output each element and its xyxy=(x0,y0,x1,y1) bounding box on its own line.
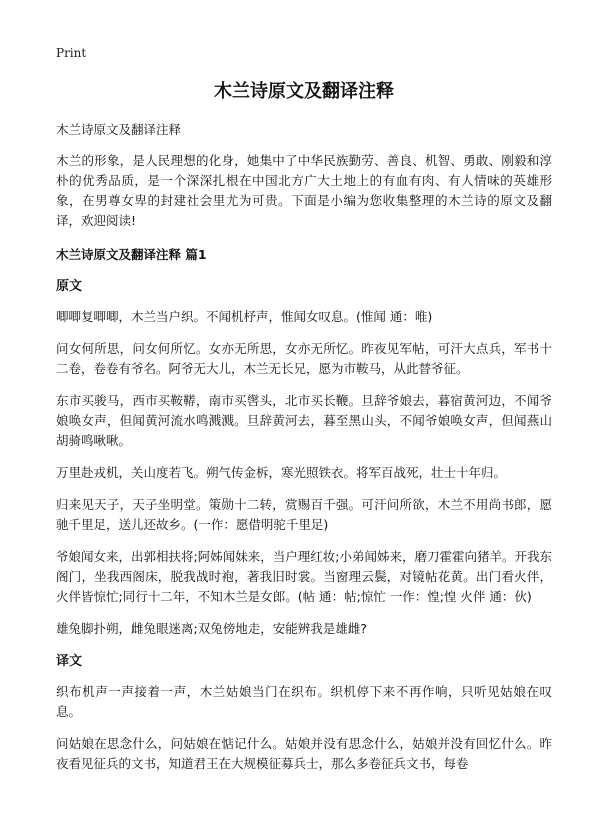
original-paragraph: 万里赴戎机，关山度若飞。朔气传金柝，寒光照铁衣。将军百战死，壮士十年归。 xyxy=(56,465,507,480)
original-paragraph: 雄兔脚扑朔，雌兔眼迷离;双兔傍地走，安能辨我是雄雌? xyxy=(56,621,367,636)
original-paragraph: 归来见天子，天子坐明堂。策勋十二转，赏赐百千强。可汗问所欲，木兰不用尚书郎，愿驰千里足，送儿还故乡。(一作：愿借明驼千里足) xyxy=(56,497,552,532)
section-heading: 木兰诗原文及翻译注释 篇1 xyxy=(56,247,207,262)
original-paragraph: 问女何所思，问女何所忆。女亦无所思，女亦无所忆。昨夜见军帖，可汗大点兵，军书十二卷，卷卷有爷名。阿爷无大儿，木兰无长兄，愿为市鞍马，从此替爷征。 xyxy=(56,341,552,376)
print-link[interactable]: Print xyxy=(56,46,87,60)
original-heading: 原文 xyxy=(56,279,83,294)
intro-paragraph: 木兰的形象，是人民理想的化身，她集中了中华民族勤劳、善良、机智、勇敢、刚毅和淳朴的优秀品质，是一个深深扎根在中国北方广大土地上的有血有肉、有人情味的英雄形象，在男尊女卑的封建社会里尤为可贵。下面是小编为您收集整理的木兰诗的原文及翻译，欢迎阅读! xyxy=(56,153,552,228)
original-paragraph: 唧唧复唧唧，木兰当户织。不闻机杼声，惟闻女叹息。(惟闻 通：唯) xyxy=(56,309,433,324)
document-page xyxy=(56,44,552,774)
document-subtitle: 木兰诗原文及翻译注释 xyxy=(56,122,182,137)
translation-paragraph: 织布机声一声接着一声，木兰姑娘当门在织布。织机停下来不再作响，只听见姑娘在叹息。 xyxy=(56,684,552,719)
translation-heading: 译文 xyxy=(56,654,83,669)
document-title: 木兰诗原文及翻译注释 xyxy=(214,81,394,102)
original-paragraph: 东市买骏马，西市买鞍鞯，南市买辔头，北市买长鞭。旦辞爷娘去，暮宿黄河边，不闻爷娘唤女声，但闻黄河流水鸣溅溅。旦辞黄河去，暮至黑山头，不闻爷娘唤女声，但闻燕山胡骑鸣啾啾。 xyxy=(56,393,552,448)
original-paragraph: 爷娘闻女来，出郭相扶将;阿姊闻妹来，当户理红妆;小弟闻姊来，磨刀霍霍向猪羊。开我东阁门，坐我西阁床，脱我战时袍，著我旧时裳。当窗理云鬓，对镜帖花黄。出门看火伴，火伴皆惊忙;同行十二年，不知木兰是女郎。(帖 通：帖;惊忙 一作：惶;惶 火伴 通：伙) xyxy=(56,549,552,604)
translation-paragraph: 问姑娘在思念什么，问姑娘在惦记什么。姑娘并没有思念什么，姑娘并没有回忆什么。昨夜看见征兵的文书，知道君王在大规模征募兵士，那么多卷征兵文书，每卷 xyxy=(56,736,552,771)
